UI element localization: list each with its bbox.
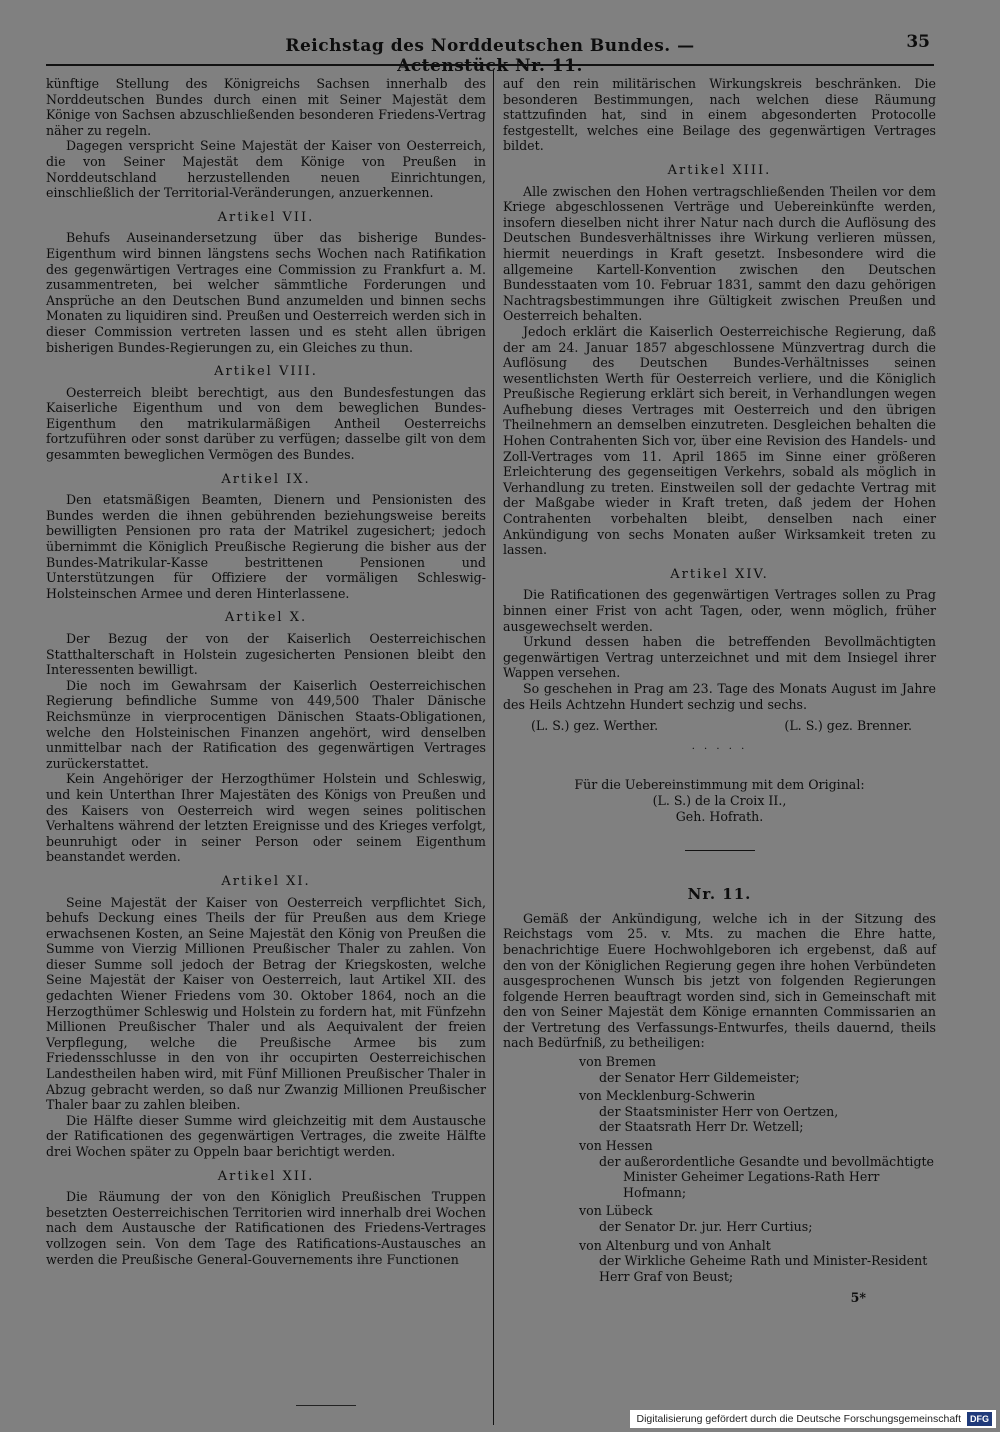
footer-banner	[630, 1410, 996, 1428]
delegate-name: Herr Graf von Beust;	[599, 1268, 734, 1284]
article-heading: Artikel XII.	[217, 1168, 315, 1184]
paragraph: Den etatsmäßigen Beamten, Dienern und Pensionisten des Bundes werden die ihnen gebührenden beziehungsweise bereits bewilligten Pensionen pro rata der Matrikel zugesichert; jedoch übernimmt die Königlich Preußische Regierung die bisher aus der Bundes-Matrikular-Kasse bestrittenen Pensionen und Unterstützungen für Offiziere der vormäligen Schleswig-Holsteinschen Armee und deren Hinterlassene.	[46, 492, 486, 601]
article-heading: Artikel VII.	[217, 209, 315, 225]
certification-title: Geh. Hofrath.	[675, 808, 764, 824]
delegate-name: der Wirkliche Geheime Rath und Minister-Resident	[599, 1253, 928, 1269]
article-heading: Artikel VIII.	[214, 364, 318, 380]
dfg-logo-icon: DFG	[967, 1412, 992, 1426]
paragraph: So geschehen in Prag am 23. Tage des Monats August im Jahre des Heils Achtzehn Hundert sechzig und sechs.	[503, 680, 936, 712]
paragraph: Die Räumung der von den Königlich Preußischen Truppen besetzten Oesterreichischen Territorien wird innerhalb drei Wochen nach dem Austausche der Ratificationen des Friedens-Vertrages vollzogen sein. Von dem Tage des Ratifications-Austausches an werden die Preußische General-Gouvernements ihre Functionen	[46, 1189, 486, 1267]
treaty-signatures	[503, 718, 936, 734]
section-rule	[685, 850, 755, 851]
signature-mark: 5*	[850, 1290, 866, 1306]
article-heading: Artikel X.	[224, 610, 308, 626]
certification-line: Für die Uebereinstimmung mit dem Original:	[574, 777, 865, 793]
paragraph: Alle zwischen den Hohen vertragschließenden Theilen vor dem Kriege abgeschlossenen Verträge und Uebereinkünfte werden, insofern dieselben nicht ihrer Natur nach durch die Auflösung des Deutschen Bundesverhältnisses ihre Wirkung verlieren müssen, hiermit neuerdings in Kraft gesetzt. Insbesondere wird die allgemeine Kartell-Konvention zwischen den Deutschen Bundesstaaten vom 10. Februar 1831, sammt den dazu gehörigen Nachtragsbestimmungen ihre Gültigkeit zwischen Preußen und Oesterreich behalten.	[503, 183, 936, 324]
right-column	[503, 76, 936, 1306]
delegate-state: von Lübeck	[579, 1203, 653, 1219]
delegate-state: von Hessen	[579, 1138, 653, 1154]
delegate-name: Hofmann;	[623, 1184, 687, 1200]
delegate-name: der Staatsminister Herr von Oertzen,	[599, 1103, 839, 1119]
running-head: Reichstag des Norddeutschen Bundes. — Actenstück Nr. 11.	[285, 36, 695, 76]
paragraph: Jedoch erklärt die Kaiserlich Oesterreichische Regierung, daß der am 24. Januar 1857 abgeschlossene Münzvertrag durch die Auflösung des Deutschen Bundes-Verhältnisses seinen wesentlichsten Werth für Oesterreich verliere, und die Königlich Preußische Regierung erklärt sich bereit, in Verhandlungen wegen Aufhebung dieses Vertrages mit Oesterreich und den übrigen Theilnehmern an demselben einzutreten. Desgleichen behalten die Hohen Contrahenten Sich vor, über eine Revision des Handels- und Zoll-Vertrages vom 11. April 1865 im Sinne einer größeren Erleichterung des gegenseitigen Verkehrs, sobald als möglich in Verhandlung zu treten. Einstweilen soll der gedachte Vertrag mit der Maßgabe wieder in Kraft treten, daß jedem der Hohen Contrahenten vorbehalten bleibt, denselben nach einer Ankündigung von sechs Monaten außer Wirksamkeit treten zu lassen.	[503, 323, 936, 558]
certification-signature: (L. S.) de la Croix II.,	[652, 792, 787, 808]
paragraph: Die noch im Gewahrsam der Kaiserlich Oesterreichischen Regierung befindliche Summe von 449,500 Thaler Dänische Reichsmünze in vierprocentigen Dänischen Staats-Obligationen, welche den Holsteinischen Finanzen angehört, wird denselben unmittelbar nach der Ratification des gegenwärtigen Vertrages zurückerstattet.	[46, 677, 486, 771]
paragraph: Seine Majestät der Kaiser von Oesterreich verpflichtet Sich, behufs Deckung eines Theils der für Preußen aus dem Kriege erwachsenen Kosten, an Seine Majestät den König von Preußen die Summe von Vierzig Millionen Preußischer Thaler zu zahlen. Von dieser Summe soll jedoch der Betrag der Kriegskosten, welche Seine Majestät der Kaiser von Oesterreich, laut Artikel XII. des gedachten Wiener Friedens vom 30. Oktober 1864, noch an die Herzogthümer Schleswig und Holstein zu fordern hat, mit Fünfzehn Millionen Preußischer Thaler und als Aequivalent der freien Verpflegung, welche die Preußische Armee bis zum Friedensschlusse in den von ihr occupirten Oesterreichischen Landestheilen haben wird, mit Fünf Millionen Preußischer Thaler in Abzug gebracht werden, so daß nur Zwanzig Millionen Preußischer Thaler baar zu zahlen bleiben.	[46, 894, 486, 1113]
paragraph: Der Bezug der von der Kaiserlich Oesterreichischen Statthalterschaft in Holstein zugesicherten Pensionen bleibt den Interessenten bewilligt.	[46, 631, 486, 678]
delegate-state: von Bremen	[579, 1054, 657, 1070]
page-number: 35	[906, 32, 930, 52]
article-heading: Artikel XIV.	[670, 566, 769, 582]
column-divider	[493, 70, 494, 1425]
paragraph: Urkund dessen haben die betreffenden Bevollmächtigten gegenwärtigen Vertrag unterzeichnet und mit dem Insiegel ihrer Wappen versehen.	[503, 634, 936, 681]
left-column	[46, 76, 486, 1267]
paragraph: Oesterreich bleibt berechtigt, aus den Bundesfestungen das Kaiserliche Eigenthum und von dem beweglichen Bundes-Eigenthum den matrikularmäßigen Antheil Oesterreichs fortzuführen oder sonst darüber zu verfügen; dasselbe gilt von dem gesammten beweglichen Vermögen des Bundes.	[46, 384, 486, 463]
delegate-state: von Altenburg und von Anhalt	[579, 1237, 771, 1253]
footer-text: Digitalisierung gefördert durch die Deutsche Forschungsgemeinschaft	[636, 1413, 961, 1425]
delegate-name: der Senator Dr. jur. Herr Curtius;	[599, 1219, 813, 1234]
signature-brenner: (L. S.) gez. Brenner.	[784, 718, 912, 734]
paragraph: Behufs Auseinandersetzung über das bisherige Bundes-Eigenthum wird binnen längstens sechs Wochen nach Ratifikation des gegenwärtigen Vertrages eine Commission zu Frankfurt a. M. zusammentreten, bei welcher sämmtliche Forderungen und Ansprüche an den Deutschen Bund anzumelden und binnen sechs Monaten zu liquidiren sind. Preußen und Oesterreich werden sich in dieser Commission vertreten lassen und es steht allen übrigen bisherigen Bundes-Regierungen zu, ein Gleiches zu thun.	[46, 230, 486, 355]
delegate-name: Minister Geheimer Legations-Rath Herr	[623, 1169, 880, 1185]
footer-rule	[296, 1405, 356, 1406]
separator-dots: · · · · ·	[691, 743, 748, 755]
delegate-list	[503, 1054, 936, 1284]
delegate-name: der Staatsrath Herr Dr. Wetzell;	[599, 1119, 804, 1135]
paragraph: Gemäß der Ankündigung, welche ich in der Sitzung des Reichstags vom 25. v. Mts. zu machen die Ehre hatte, benachrichtige Euere Hochwohlgeboren ich ergebenst, daß auf den von der Königlichen Regierung gegen ihre hohen Verbündeten ausgesprochenen Wunsch bis jetzt von folgenden Regierungen folgende Herren beauftragt worden sind, sich in Gemeinschaft mit den von Seiner Majestät dem Könige ernannten Commissarien an der Vertretung des Verfassungs-Entwurfes, theils dauernd, theils nach Bedürfniß, zu betheiligen:	[503, 910, 936, 1051]
article-heading: Artikel XIII.	[667, 162, 772, 178]
paragraph: Die Hälfte dieser Summe wird gleichzeitig mit dem Austausche der Ratificationen des gegenwärtigen Vertrages, die zweite Hälfte drei Wochen später zu Oppeln baar berichtigt werden.	[46, 1112, 486, 1159]
article-heading: Artikel XI.	[221, 873, 311, 889]
delegate-name: der außerordentliche Gesandte und bevollmächtigte	[599, 1153, 935, 1169]
paragraph: Die Ratificationen des gegenwärtigen Vertrages sollen zu Prag binnen einer Frist von acht Tagen, oder, wenn möglich, früher ausgewechselt werden.	[503, 587, 936, 634]
paragraph: Kein Angehöriger der Herzogthümer Holstein und Schleswig, und kein Unterthan Ihrer Majestäten des Königs von Preußen und des Kaisers von Oesterreich wird wegen seines politischen Verhaltens während der letzten Ereignisse und des Krieges verfolgt, beunruhigt oder in seiner Person oder seinem Eigenthum beanstandet werden.	[46, 771, 486, 865]
delegate-state: von Mecklenburg-Schwerin	[579, 1088, 756, 1104]
paragraph: Dagegen verspricht Seine Majestät der Kaiser von Oesterreich, die von Seiner Majestät dem Könige von Preußen in Norddeutschland herzustellenden neuen Einrichtungen, einschließlich der Territorial-Veränderungen, anzuerkennen.	[46, 138, 486, 201]
document-number-heading: Nr. 11.	[687, 885, 752, 904]
paragraph: künftige Stellung des Königreichs Sachsen innerhalb des Norddeutschen Bundes durch einen mit Seiner Majestät dem Könige von Sachsen abzuschließenden besonderen Friedens-Vertrag näher zu regeln.	[46, 76, 486, 138]
paragraph: auf den rein militärischen Wirkungskreis beschränken. Die besonderen Bestimmungen, nach welchen diese Räumung stattzufinden hat, sind in einem abgesonderten Protocolle festgestellt, welches eine Beilage des gegenwärtigen Vertrages bildet.	[503, 76, 936, 154]
delegate-name: der Senator Herr Gildemeister;	[599, 1069, 800, 1085]
article-heading: Artikel IX.	[221, 471, 311, 487]
signature-werther: (L. S.) gez. Werther.	[531, 718, 659, 734]
header-rule	[46, 64, 934, 66]
